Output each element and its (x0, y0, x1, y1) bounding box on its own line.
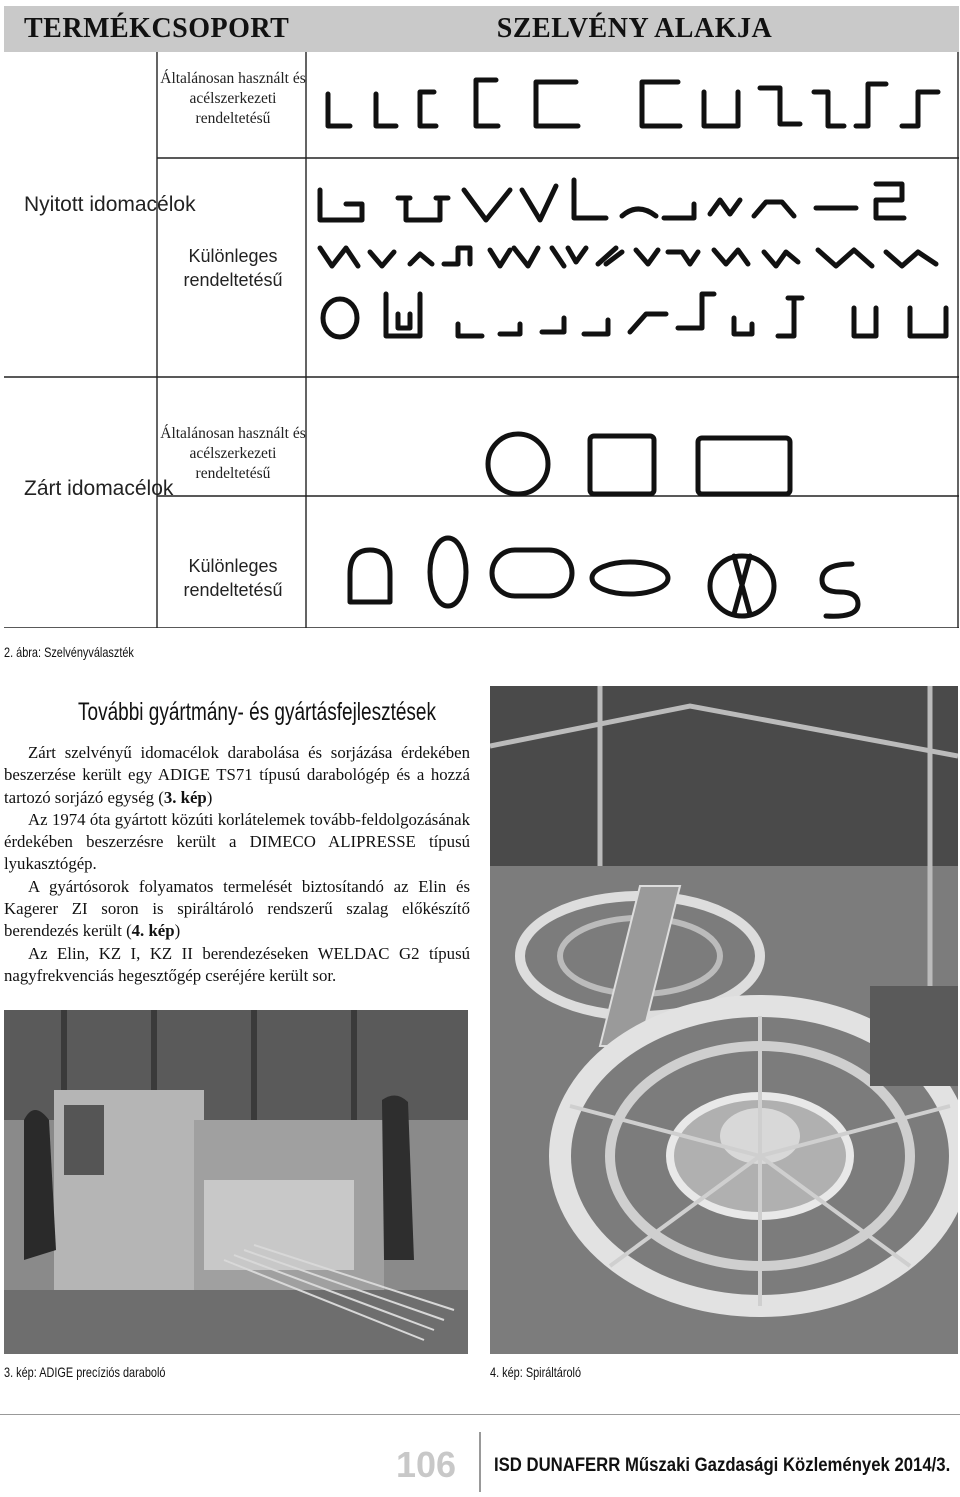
open-special-shapes-row3 (320, 248, 936, 266)
paragraph-1-end: ) (206, 787, 213, 807)
group-open-label: Nyitott idomacélok (24, 193, 196, 216)
article-heading: További gyártmány- és gyártásfejlesztések (78, 698, 436, 726)
paragraph-3-text: A gyártósorok folyamatos termelését biztosítandó az Elin és Kagerer ZI soron is spiráltároló rendszerű szalag előkészítő berendezés került ( (4, 876, 470, 941)
header-profile-shape-text: SZELVÉNY ALAKJA (496, 13, 773, 44)
header-product-group-text: TERMÉKCSOPORT (24, 13, 290, 44)
photo-spiral-accumulator-image (490, 686, 958, 1354)
subgroup-open-special: Különleges rendeltetésű (183, 246, 283, 290)
closed-general-shapes (488, 434, 790, 494)
paragraph-1-text: Zárt szelvényű idomacélok darabolása és sorjázása érdekében beszerzése került egy ADIGE TS71 típusú darabológép és a hozzá tartozó sorjázó egység ( (4, 743, 470, 807)
figure-ref-3: 3. kép (163, 787, 207, 807)
footer-divider (479, 1432, 481, 1492)
subgroup-open-general: Általánosan használt és acélszerkezeti rendeltetésű (160, 70, 306, 127)
open-general-shapes (328, 80, 938, 126)
subgroup-closed-general: Általánosan használt és acélszerkezeti rendeltetésű (160, 425, 306, 482)
group-closed-label: Zárt idomacélok (24, 477, 174, 500)
profile-shapes (306, 52, 958, 628)
paragraph-3-end: ) (174, 921, 181, 941)
open-special-shapes-row4 (323, 294, 946, 337)
photo-adige-cutter (4, 1010, 468, 1354)
photo4-caption: 4. kép: Spiráltároló (490, 1364, 582, 1380)
subgroup-closed-special: Különleges rendeltetésű (183, 556, 283, 600)
paragraph-1 (4, 742, 470, 809)
paragraph-4 (4, 943, 470, 988)
paragraph-4-text: Az Elin, KZ I, KZ II berendezéseken WELDAC G2 típusú nagyfrekvenciás hegesztőgép cseréjére került sor. (4, 943, 470, 985)
profile-figure (4, 6, 959, 628)
figure-ref-4: 4. kép (131, 921, 175, 941)
figure-caption: 2. ábra: Szelvényválaszték (4, 644, 134, 660)
photo3-caption: 3. kép: ADIGE precíziós daraboló (4, 1364, 166, 1380)
closed-special-shapes (350, 538, 858, 616)
article-body (4, 742, 470, 987)
open-special-shapes (320, 180, 904, 220)
paragraph-3 (4, 876, 470, 943)
paragraph-2-text: Az 1974 óta gyártott közúti korlátelemek tovább-feldolgozásának érdekében beszerzésre került a DIMECO ALIPRESSE típusú lyukasztógép. (4, 809, 470, 874)
footer-rule (0, 1414, 960, 1415)
photo-adige-cutter-image (4, 1010, 468, 1354)
photo-spiral-accumulator (490, 686, 958, 1354)
paragraph-2 (4, 809, 470, 876)
journal-title: ISD DUNAFERR Műszaki Gazdasági Közlemények 2014/3. (494, 1455, 951, 1476)
page-number: 106 (396, 1444, 457, 1485)
